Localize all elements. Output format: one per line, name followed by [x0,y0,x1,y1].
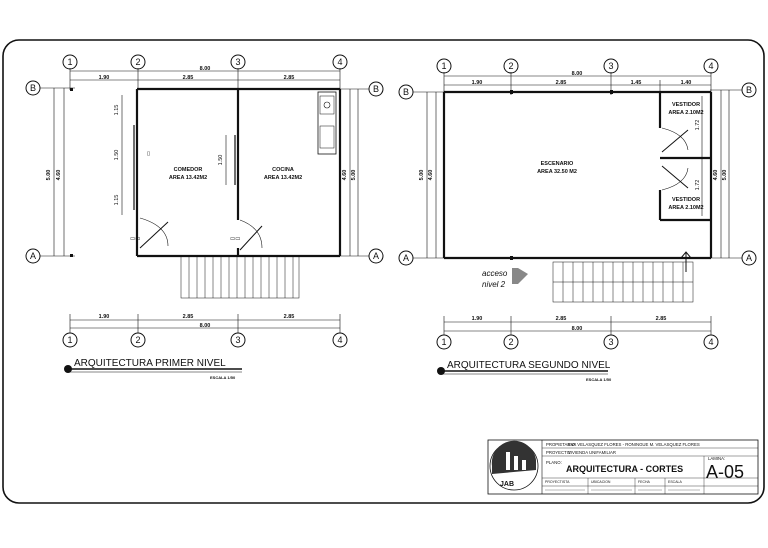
access-arrow-icon [512,268,528,284]
svg-text:B: B [29,83,37,93]
lamina-value: A-05 [706,462,745,482]
plan1-scale: ESCALA 1/50 [210,375,236,380]
svg-text:1.90: 1.90 [471,80,483,86]
svg-text:8.00: 8.00 [571,326,583,332]
grid-bubble-1-bottom [63,333,77,347]
row-label-escala: ESCALA [668,480,682,484]
svg-text:1: 1 [67,57,73,67]
svg-text:2.85: 2.85 [283,75,295,81]
svg-text:3: 3 [235,57,241,67]
svg-text:2: 2 [508,61,514,71]
svg-text:4: 4 [708,337,714,347]
svg-text:3: 3 [608,61,614,71]
grid-bubble-3-bottom-2 [604,335,618,349]
proyecto-label: PROYECTO: [546,450,572,455]
grid-bubble-4-bottom-2 [704,335,718,349]
svg-text:A: A [402,253,410,263]
svg-text:1.72: 1.72 [695,119,701,131]
grid-bubble-4-top [333,55,347,69]
svg-text:4.60: 4.60 [713,169,719,181]
jab-logo [490,441,538,490]
svg-text:B: B [402,87,410,97]
plan1-title-block [64,358,242,380]
propietario-label: PROPIETARIO: [546,442,577,447]
grid-bubble-a-right-2 [742,251,756,265]
svg-text:8.00: 8.00 [199,66,211,72]
svg-text:4: 4 [337,57,343,67]
svg-text:4.60: 4.60 [342,169,348,181]
room-comedor-name: COMEDOR [173,167,203,173]
svg-text:1.90: 1.90 [98,314,110,320]
plan1-walls [70,88,340,257]
grid-bubble-3-bottom [231,333,245,347]
svg-text:1: 1 [441,337,447,347]
plan2-scale: ESCALA 1/50 [586,377,612,382]
grid-bubble-3-top [231,55,245,69]
plano-label: PLANO: [546,460,562,465]
access-label-1: acceso [482,269,508,278]
svg-text:4.60: 4.60 [428,169,434,181]
top-dimensions [70,66,340,90]
svg-text:1.45: 1.45 [630,80,642,86]
grid-bubble-b-left [26,81,40,95]
access-label-2: nivel 2 [482,280,506,289]
svg-text:A: A [29,251,37,261]
svg-text:1.90: 1.90 [471,316,483,322]
room-escenario-name: ESCENARIO [540,161,574,167]
svg-text:B: B [372,84,380,94]
plano-value: ARQUITECTURA - CORTES [566,464,684,474]
svg-text:1: 1 [67,335,73,345]
room-vestidor-1-area: AREA 2.10M2 [668,110,704,116]
row-label-fecha: FECHA [638,480,650,484]
room-escenario-area: AREA 32.50 M2 [537,169,577,175]
svg-text:JAB: JAB [500,481,515,488]
svg-text:1: 1 [441,61,447,71]
proyecto-value: VIVIENDA UNIFAMILIAR [568,450,616,455]
room-comedor-area: AREA 13.42M2 [168,175,208,181]
bottom-dimensions [70,314,340,333]
svg-text:2.85: 2.85 [655,316,667,322]
svg-text:2: 2 [508,337,514,347]
svg-text:4.60: 4.60 [56,169,62,181]
svg-text:3: 3 [608,337,614,347]
grid-bubble-b-right [369,82,383,96]
svg-text:2: 2 [135,57,141,67]
grid-bubble-a-left [26,249,40,263]
svg-text:1.15: 1.15 [114,194,120,206]
svg-text:3: 3 [235,335,241,345]
left-dimensions [46,88,64,256]
grid-bubble-b-right-2 [742,83,756,97]
svg-text:2: 2 [135,335,141,345]
svg-text:A: A [745,253,753,263]
svg-text:8.00: 8.00 [571,71,583,77]
grid-bubble-2-bottom-2 [504,335,518,349]
row-label-ubicacion: UBICACION [591,480,611,484]
svg-text:4: 4 [708,61,714,71]
svg-text:▯: ▯ [147,151,151,157]
svg-text:1.90: 1.90 [98,75,110,81]
svg-text:1.50: 1.50 [114,149,120,161]
plan2-title: ARQUITECTURA SEGUNDO NIVEL [447,360,611,371]
row-label-proyectista: PROYECTISTA [545,480,570,484]
svg-text:1.40: 1.40 [680,80,692,86]
plan-segundo-nivel [399,59,756,382]
right-dimensions [342,89,358,256]
right-dimensions-2 [713,90,729,258]
lamina-label: LAMINA: [708,456,726,461]
grid-bubble-a-right [369,249,383,263]
grid-bubble-2-top-2 [504,59,518,73]
plan1-stairs [181,256,299,298]
grid-bubble-4-top-2 [704,59,718,73]
svg-text:A: A [372,251,380,261]
plan1-title: ARQUITECTURA PRIMER NIVEL [74,358,226,369]
room-vestidor-2-name: VESTIDOR [671,197,701,203]
plan-primer-nivel [26,55,383,380]
svg-text:1.50: 1.50 [218,154,224,166]
grid-bubble-2-top [131,55,145,69]
room-cocina-name: COCINA [272,167,294,173]
grid-bubble-1-top [63,55,77,69]
room-vestidor-1-name: VESTIDOR [671,102,701,108]
svg-text:2.85: 2.85 [182,75,194,81]
grid-bubble-b-left-2 [399,85,413,99]
svg-text:B: B [745,85,753,95]
svg-text:▭▭: ▭▭ [130,236,141,242]
left-dimensions-2 [419,92,436,258]
room-vestidor-2-area: AREA 2.10M2 [668,205,704,211]
grid-bubble-1-top-2 [437,59,451,73]
svg-text:2.85: 2.85 [182,314,194,320]
svg-text:5.00: 5.00 [46,169,52,181]
propietario-value: EVA VELASQUEZ FLORES - RONINGUE M. VELASQUEZ FLORES [568,442,700,447]
svg-text:5.00: 5.00 [351,169,357,181]
room-cocina-area: AREA 13.42M2 [263,175,303,181]
grid-bubble-1-bottom-2 [437,335,451,349]
svg-text:2.85: 2.85 [555,80,567,86]
svg-text:5.00: 5.00 [419,169,425,181]
plan2-stairs [553,252,693,302]
svg-text:4: 4 [337,335,343,345]
grid-bubble-2-bottom [131,333,145,347]
svg-text:2.85: 2.85 [283,314,295,320]
svg-text:5.00: 5.00 [722,169,728,181]
bottom-dimensions-2 [444,316,711,335]
svg-text:2.85: 2.85 [555,316,567,322]
title-block [488,440,758,494]
svg-text:1.15: 1.15 [114,104,120,116]
plan2-title-block [437,360,612,382]
grid-bubble-3-top-2 [604,59,618,73]
svg-text:▭▭: ▭▭ [230,236,241,242]
grid-bubble-a-left-2 [399,251,413,265]
svg-text:8.00: 8.00 [199,323,211,329]
grid-bubble-4-bottom [333,333,347,347]
svg-text:1.72: 1.72 [695,179,701,191]
